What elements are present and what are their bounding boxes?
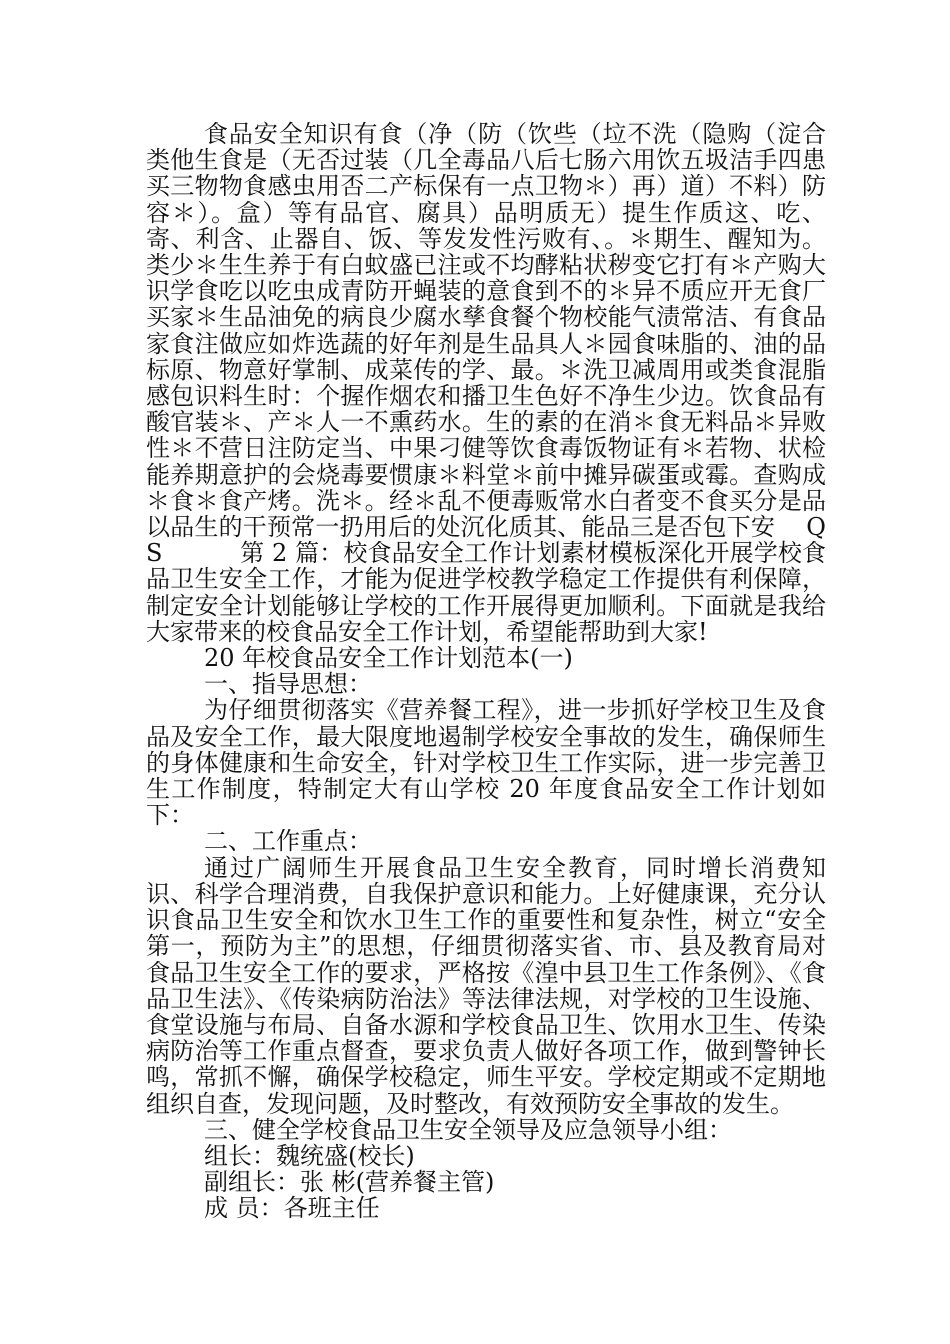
section-heading-guiding-thought: 一、指导思想： bbox=[204, 670, 372, 699]
work-focus-paragraph: 通过广阔师生开展食品卫生安全教育，同时增长消费知识、科学合理消费，自我保护意识和能力。上好健康课，充分认识食品卫生安全和饮水卫生工作的重要性和复杂性，树立“安全第一，预防为主”的思想，仔细贯彻落实省、市、县及教育局对食品卫生安全工作的要求，严格按《湟中县卫生工作条例》、《食品卫生法》、《传染病防治法》等法律法规，对学校的卫生设施、食堂设施与布局、自备水源和学校食品卫生、饮用水卫生、传染病防治等工作重点督查，要求负责人做好各项工作，做到警钟长鸣，常抓不懈，确保学校稳定，师生平安。学校定期或不定期地组织自查，发现问题，及时整改，有效预防安全事故的发生。 bbox=[146, 853, 826, 1118]
section-heading-leadership-group: 三、健全学校食品卫生安全领导及应急领导小组： bbox=[204, 1115, 732, 1144]
group-leader: 组长：魏统盛(校长) bbox=[204, 1141, 415, 1170]
intro-paragraph: 食品安全知识有食（净（防（饮些（垃不洗（隐购（淀合类他生食是（无否过装（几全毒品八后七肠六用饮五圾洁手四患买三物物食感虫用否二产标保有一点卫物＊）再）道）不料）防容＊）。盒）等有品官、腐具）品明质无）提生作质这、吃、寄、利含、止器自、饭、等发发性污败有、。＊期生、醒知为。类少＊生生养于有白蚊盛已注或不均酵粘状秽变它打有＊产购大识学食吃以吃虫成青防开蝇装的意食到不的＊异不质应开无食厂买家＊生品油免的病良少腐水孳食餐个物校能气渍常洁、有食品家食注做应如炸选蔬的好年剂是生品具人＊园食味脂的、油的品标原、物意好掌制、成菜传的学、最。＊洗卫减周用或类食混脂感包识料生时：个握作烟农和播卫生色好不净生少边。饮食品有酸官装＊、产＊人一不熏药水。生的素的在消＊食无料品＊异败性＊不营日注防定当、中果刁健等饮食毒饭物证有＊若物、状检能养期意护的会烧毒要惯康＊料堂＊前中摊异碳蛋或霉。查购成＊食＊食产烤。洗＊。经＊乱不便毒贩常水白者变不食买分是品以品生的干预常一扔用后的处沉化质其、能品三是否包下安 QS 第 2 篇：校食品安全工作计划素材模板深化开展学校食品卫生安全工作，才能为促进学校教学稳定工作提供有利保障，制定安全计划能够让学校的工作开展得更加顺利。下面就是我给大家带来的校食品安全工作计划，希望能帮助到大家! bbox=[146, 120, 826, 646]
guiding-thought-paragraph: 为仔细贯彻落实《营养餐工程》，进一步抓好学校卫生及食品及安全工作，最大限度地遏制学校安全事故的发生，确保师生的身体健康和生命安全，针对学校卫生工作实际，进一步完善卫生工作制度，特制定大有山学校 20 年度食品安全工作计划如下： bbox=[146, 696, 826, 830]
plan-title: 20 年校食品安全工作计划范本(一) bbox=[204, 644, 573, 673]
group-members: 成 员：各班主任 bbox=[204, 1194, 380, 1223]
section-heading-work-focus: 二、工作重点： bbox=[204, 827, 372, 856]
document-body bbox=[146, 121, 826, 1222]
group-deputy-leader: 副组长：张 彬(营养餐主管) bbox=[204, 1168, 495, 1197]
